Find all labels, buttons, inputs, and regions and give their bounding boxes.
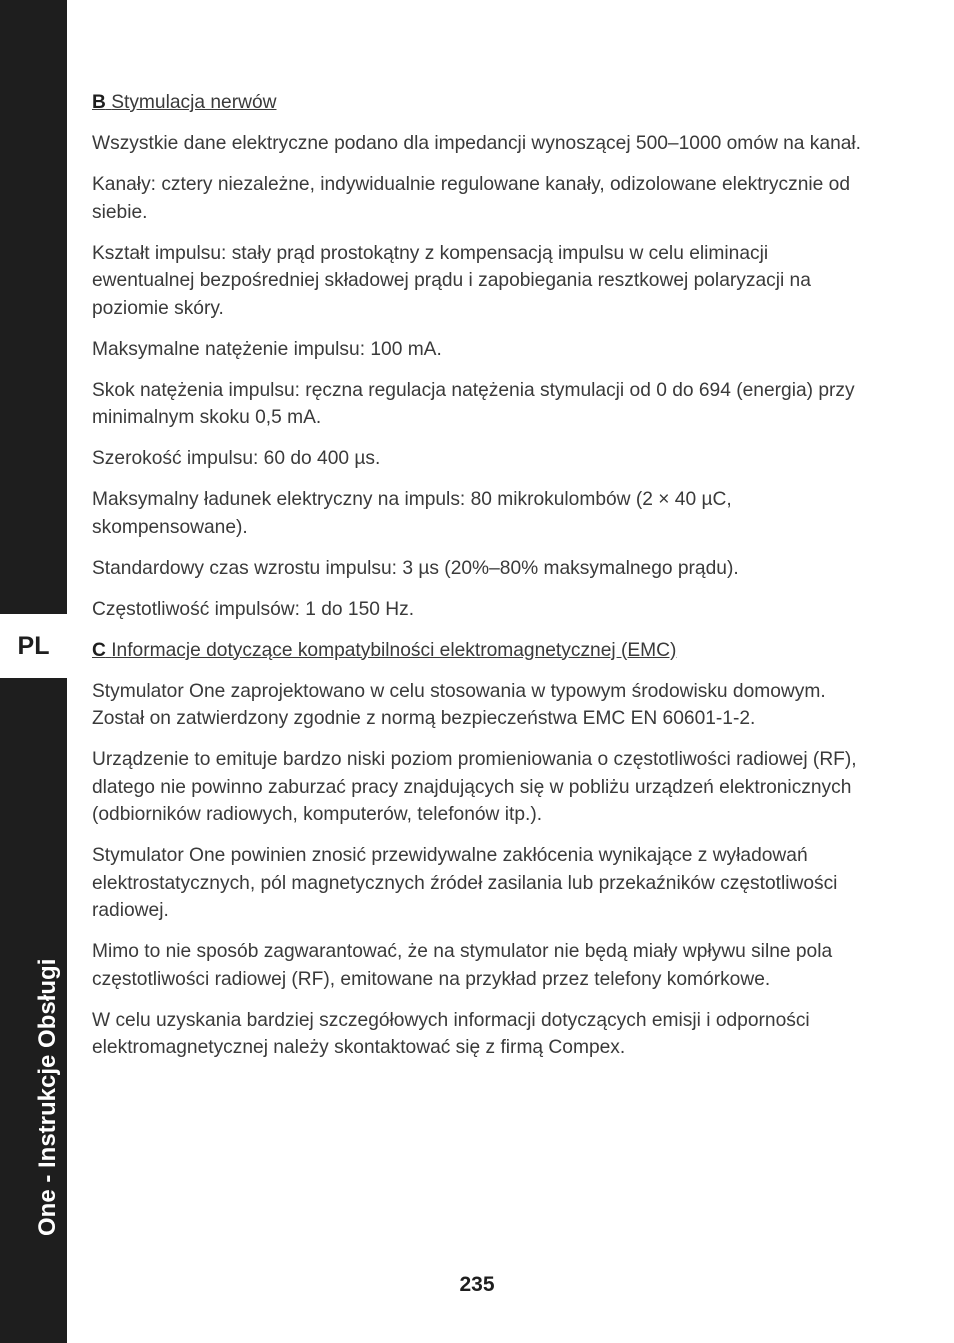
paragraph: Standardowy czas wzrostu impulsu: 3 µs (20%–80% maksymalnego prądu).: [92, 557, 739, 579]
paragraph: Stymulator One powinien znosić przewidywalne zakłócenia wynikające z wyładowań elektrostatycznych, pól magnetycznych źródeł zasilania lub przekaźników częstotliwości radiowej.: [92, 845, 838, 921]
paragraph: Kształt impulsu: stały prąd prostokątny z kompensacją impulsu w celu eliminacji ewentualnej bezpośredniej składowej prądu i zapobiegania resztkowej polaryzacji na poziomie skóry.: [92, 242, 811, 319]
section-c-letter: C: [92, 639, 106, 661]
paragraph: Maksymalne natężenie impulsu: 100 mA.: [92, 338, 442, 360]
paragraph: Mimo to nie sposób zagwarantować, że na stymulator nie będą miały wpływu silne pola częstotliwości radiowej (RF), emitowane na przykład przez telefony komórkowe.: [92, 941, 833, 990]
paragraph: Szerokość impulsu: 60 do 400 µs.: [92, 448, 381, 469]
paragraph: Urządzenie to emituje bardzo niski poziom promieniowania o częstotliwości radiowej (RF), dlatego nie powinno zaburzać pracy znajdujących się w pobliżu urządzeń elektronicznych (odbiorników radiowych, komputerów, telefonów itp.).: [92, 749, 857, 825]
page-number: 235: [459, 1273, 495, 1296]
paragraph: Kanały: cztery niezależne, indywidualnie regulowane kanały, odizolowane elektrycznie od siebie.: [92, 174, 850, 223]
paragraph: W celu uzyskania bardziej szczegółowych informacji dotyczących emisji i odporności elektromagnetycznej należy skontaktować się z firmą Compex.: [92, 1009, 810, 1058]
language-tab: [0, 614, 67, 678]
paragraph: Stymulator One zaprojektowano w celu stosowania w typowym środowisku domowym. Został on zatwierdzony zgodnie z normą bezpieczeństwa EMC EN 60601-1-2.: [92, 680, 826, 729]
paragraph: Wszystkie dane elektryczne podano dla impedancji wynoszącej 500–1000 omów na kanał.: [92, 133, 862, 154]
paragraph: Maksymalny ładunek elektryczny na impuls: 80 mikrokulombów (2 × 40 µC, skompensowane).: [92, 489, 732, 538]
sidebar: [0, 0, 67, 1343]
paragraph: Częstotliwość impulsów: 1 do 150 Hz.: [92, 598, 415, 620]
section-b-title: Stymulacja nerwów: [111, 92, 277, 113]
section-b-letter: B: [92, 92, 106, 113]
section-c-heading: [92, 637, 864, 665]
section-c-title: Informacje dotyczące kompatybilności elektromagnetycznej (EMC): [111, 639, 677, 661]
page-content: [92, 89, 864, 1075]
section-b-heading: [92, 89, 864, 117]
manual-title: One - Instrukcje Obsługi: [34, 958, 61, 1236]
language-code: PL: [17, 631, 50, 660]
paragraph: Skok natężenia impulsu: ręczna regulacja natężenia stymulacji od 0 do 694 (energia) przy minimalnym skoku 0,5 mA.: [92, 379, 855, 428]
